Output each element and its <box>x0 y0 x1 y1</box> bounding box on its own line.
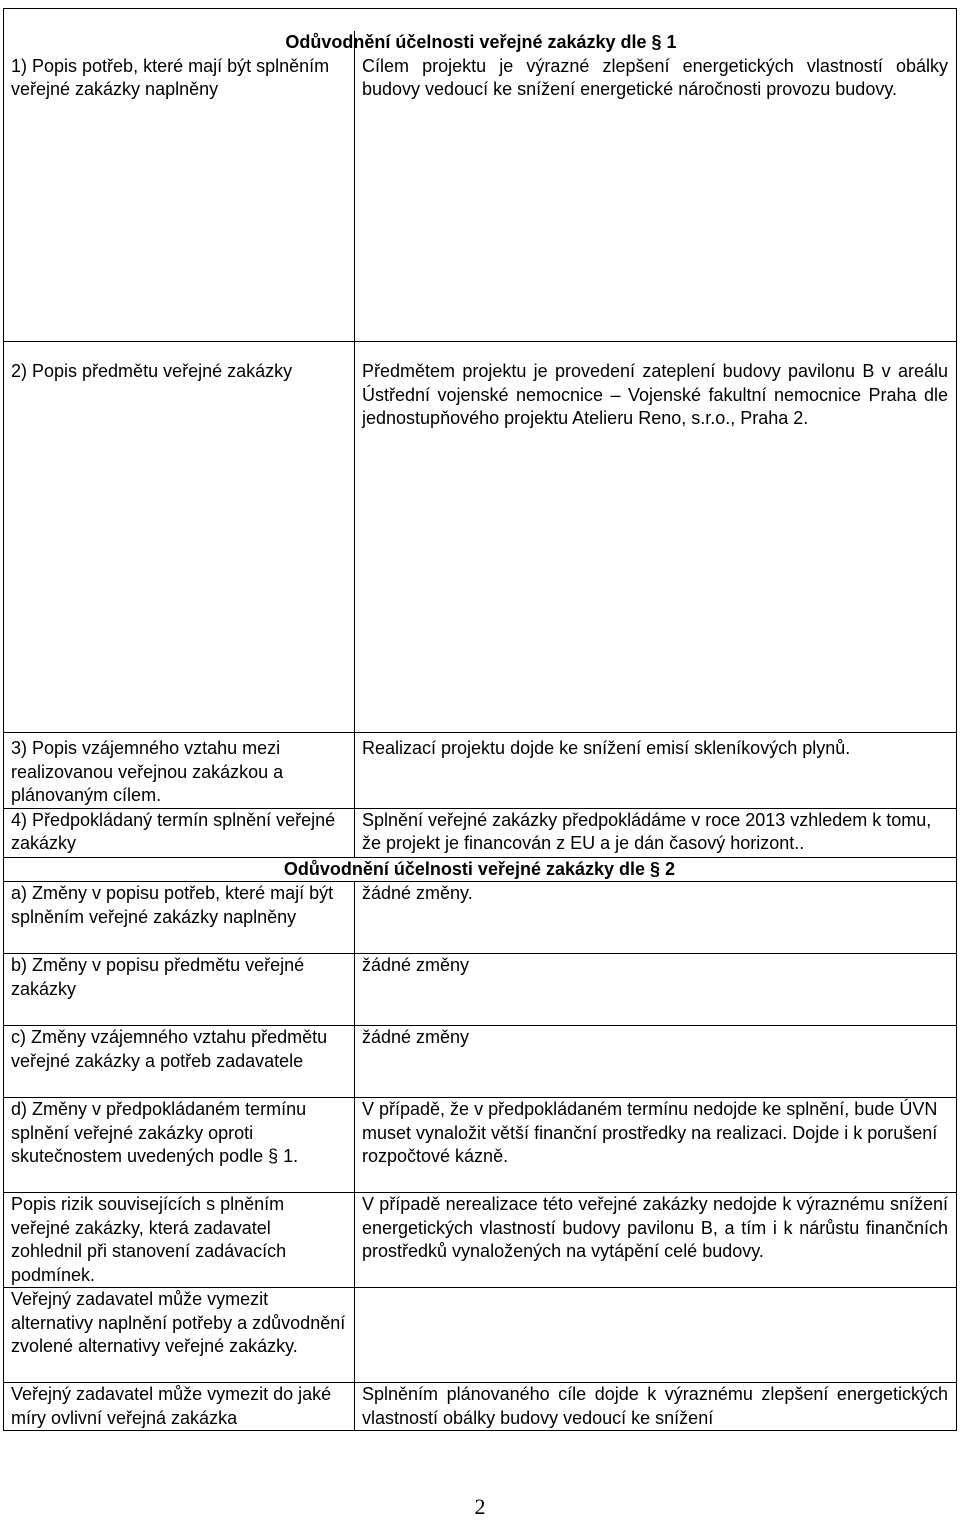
section-2-row-impact-label: Veřejný zadavatel může vymezit do jaké míry ovlivní veřejná zakázka <box>4 1383 355 1431</box>
section-2-row-risks-value: V případě nerealizace této veřejné zakázky nedojde k výraznému snížení energetických vlastností budovy pavilonu B, a tím i k nárůstu finančních prostředků vynaložených na vytápění celé budovy. <box>355 1193 957 1288</box>
section-2-row-alternatives-label: Veřejný zadavatel může vymezit alternativy naplnění potřeby a zdůvodnění zvolené alternativy veřejné zakázky. <box>4 1288 355 1383</box>
section-1-row-4 <box>4 808 957 857</box>
section-2-row-risks-label: Popis rizik souvisejících s plněním veřejné zakázky, která zadavatel zohlednil při stanovení zadávacích podmínek. <box>4 1193 355 1288</box>
section-2-row-alternatives-value <box>355 1288 957 1383</box>
section-2-row-c <box>4 1026 957 1098</box>
cell-text: 1) Popis potřeb, které mají být splněním veřejné zakázky naplněny <box>11 55 330 99</box>
section-2-row-b <box>4 954 957 1026</box>
section-2-row-d <box>4 1098 957 1193</box>
section-2-row-risks <box>4 1193 957 1288</box>
section-1-heading: Odůvodnění účelnosti veřejné zakázky dle § 1 <box>285 32 677 52</box>
section-2-row-alternatives <box>4 1288 957 1383</box>
section-1-row-1 <box>4 31 957 342</box>
section-2-row-d-label: d) Změny v předpokládaném termínu splnění veřejné zakázky oproti skutečnostem uvedených podle § 1. <box>4 1098 355 1193</box>
section-1-row-3-value: Realizací projektu dojde ke snížení emisí skleníkových plynů. <box>355 733 957 809</box>
section-1-row-4-value: Splnění veřejné zakázky předpokládáme v roce 2013 vzhledem k tomu, že projekt je financován z EU a je dán časový horizont.. <box>355 808 957 857</box>
table-header-row <box>4 9 957 32</box>
section-2-row-b-label: b) Změny v popisu předmětu veřejné zakázky <box>4 954 355 1026</box>
section-2-heading: Odůvodnění účelnosti veřejné zakázky dle § 2 <box>4 857 957 882</box>
section-2-row-a <box>4 882 957 954</box>
section-2-row-c-value: žádné změny <box>355 1026 957 1098</box>
section-1-row-2-label: 2) Popis předmětu veřejné zakázky <box>4 342 355 733</box>
section-1-row-2-value: Předmětem projektu je provedení zateplení budovy pavilonu B v areálu Ústřední vojenské nemocnice – Vojenské fakultní nemocnice Praha dle jednostupňového projektu Atelieru Reno, s.r.o., Praha 2. <box>355 342 957 733</box>
section-2-row-d-value: V případě, že v předpokládaném termínu nedojde ke splnění, bude ÚVN muset vynaložit větší finanční prostředky na realizaci. Dojde i k porušení rozpočtové kázně. <box>355 1098 957 1193</box>
section-1-row-2 <box>4 342 957 733</box>
section-1-row-4-label: 4) Předpokládaný termín splnění veřejné zakázky <box>4 808 355 857</box>
section-1-row-3 <box>4 733 957 809</box>
section-2-row-impact <box>4 1383 957 1431</box>
empty-header-cell <box>4 9 957 32</box>
section-2-row-a-label: a) Změny v popisu potřeb, které mají být splněním veřejné zakázky naplněny <box>4 882 355 954</box>
section-2-row-impact-value: Splněním plánovaného cíle dojde k výraznému zlepšení energetických vlastností obálky budovy vedoucí ke snížení <box>355 1383 957 1431</box>
justification-table <box>3 8 957 1431</box>
section-2-row-b-value: žádné změny <box>355 954 957 1026</box>
section-2-row-a-value: žádné změny. <box>355 882 957 954</box>
section-1-row-1-label <box>4 31 355 342</box>
page-number: 2 <box>474 1494 486 1519</box>
section-1-row-3-label: 3) Popis vzájemného vztahu mezi realizovanou veřejnou zakázkou a plánovaným cílem. <box>4 733 355 809</box>
section-1-row-1-value <box>285 31 957 342</box>
section-2-row-c-label: c) Změny vzájemného vztahu předmětu veřejné zakázky a potřeb zadavatele <box>4 1026 355 1098</box>
cell-text: Cílem projektu je výrazné zlepšení energetických vlastností obálky budovy vedoucí ke snížení energetické náročnosti provozu budovy. <box>362 55 948 99</box>
section-2-heading-row <box>4 857 957 882</box>
